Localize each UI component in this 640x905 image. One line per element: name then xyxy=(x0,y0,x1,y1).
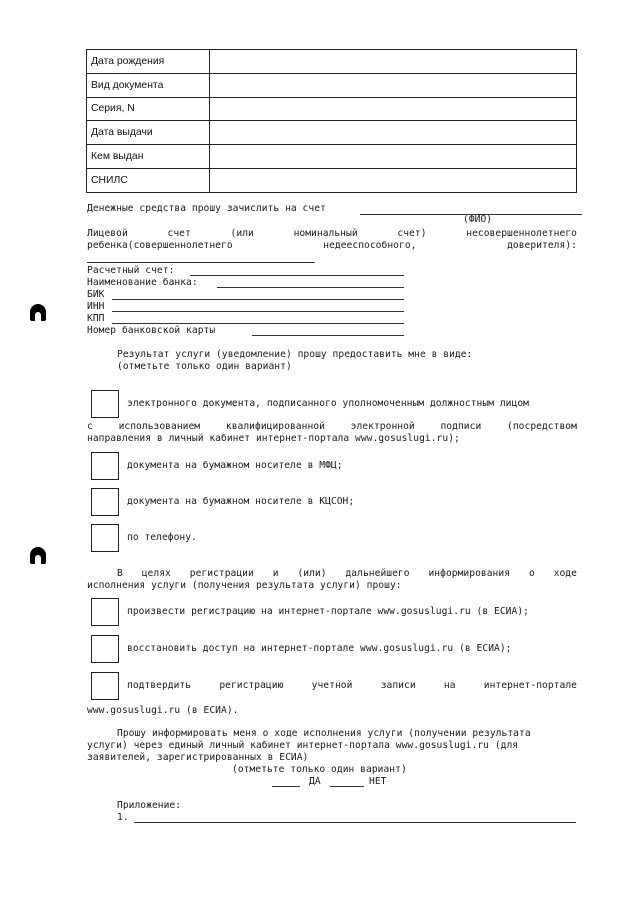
registration-restore-checkbox[interactable] xyxy=(91,635,119,663)
result-option-phone-checkbox[interactable] xyxy=(91,524,119,552)
series-number-label: Серия, N xyxy=(87,97,210,121)
snils-label: СНИЛС xyxy=(87,168,210,192)
result-instruction: Результат услуги (уведомление) прошу предоставить мне в виде: xyxy=(117,349,473,360)
inform-line-1: Прошу информировать меня о ходе исполнения услуги (получении результата xyxy=(117,728,531,739)
word: В xyxy=(117,568,123,579)
inform-no-field[interactable] xyxy=(330,786,364,787)
word: подтвердить xyxy=(127,680,192,691)
inform-line-3: заявителей, зарегистрированных в ЕСИА) xyxy=(87,752,309,763)
card-label: Номер банковской карты xyxy=(87,325,216,336)
inform-yes-label: ДА xyxy=(309,776,321,787)
appendix-item-1-number: 1. xyxy=(117,812,129,823)
inform-hint: (отметьте только один вариант) xyxy=(232,764,407,775)
funds-line-1 xyxy=(87,228,577,239)
result-option-kcson-checkbox[interactable] xyxy=(91,488,119,516)
word: недееспособного, xyxy=(323,240,417,251)
word: регистрации xyxy=(189,568,254,579)
binder-hole-top xyxy=(30,304,46,321)
table-row xyxy=(87,50,577,74)
word: ходе xyxy=(553,568,577,579)
registration-confirm-checkbox[interactable] xyxy=(91,672,119,700)
registration-line-2: исполнения услуги (получения результата услуги) прошу: xyxy=(87,580,402,591)
word: счет) xyxy=(397,228,427,239)
word: дальнейшего xyxy=(345,568,410,579)
snils-field[interactable] xyxy=(210,168,577,192)
word: электронной xyxy=(350,421,415,432)
appendix-label: Приложение: xyxy=(117,800,182,811)
document-type-field[interactable] xyxy=(210,73,577,97)
issued-by-field[interactable] xyxy=(210,145,577,169)
word: счет xyxy=(167,228,191,239)
word: целях xyxy=(141,568,171,579)
table-row xyxy=(87,121,577,145)
result-option-kcson-text: документа на бумажном носителе в КЦСОН; xyxy=(127,496,355,507)
bik-label: БИК xyxy=(87,289,105,300)
appendix-item-1-field[interactable] xyxy=(134,822,576,823)
binder-hole-bottom xyxy=(30,547,46,564)
card-field[interactable] xyxy=(252,335,404,336)
result-option-phone-text: по телефону. xyxy=(127,532,197,543)
word: учетной xyxy=(311,680,353,691)
result-option-electronic-text: электронного документа, подписанного уполномоченным должностным лицом xyxy=(127,398,529,409)
issued-by-label: Кем выдан xyxy=(87,145,210,169)
registration-confirm-text xyxy=(127,680,577,691)
table-row xyxy=(87,168,577,192)
account-field[interactable] xyxy=(190,275,404,276)
registration-register-text: произвести регистрацию на интернет-портале www.gosuslugi.ru (в ЕСИА); xyxy=(127,606,529,617)
result-option-electronic-line-2 xyxy=(87,421,577,432)
table-row xyxy=(87,145,577,169)
funds-extra-field[interactable] xyxy=(87,262,315,263)
registration-line-1 xyxy=(117,568,577,579)
registration-register-checkbox[interactable] xyxy=(91,598,119,626)
result-hint: (отметьте только один вариант) xyxy=(117,361,292,372)
document-type-label: Вид документа xyxy=(87,73,210,97)
word: записи xyxy=(380,680,416,691)
bik-field[interactable] xyxy=(112,299,404,300)
word: номинальный xyxy=(293,228,358,239)
word: и xyxy=(272,568,279,579)
birth-date-field[interactable] xyxy=(210,50,577,74)
inform-line-2: услуги) через единый личный кабинет интернет-портала www.gosuslugi.ru (для xyxy=(87,740,519,751)
word: квалифицированной xyxy=(225,421,325,432)
word: с xyxy=(87,421,93,432)
word: (посредством xyxy=(507,421,577,432)
word: регистрацию xyxy=(219,680,284,691)
word: использованием xyxy=(118,421,201,432)
result-option-mfc-checkbox[interactable] xyxy=(91,452,119,480)
word: ребенка(совершеннолетнего xyxy=(87,240,233,251)
word: подписи xyxy=(440,421,482,432)
issue-date-field[interactable] xyxy=(210,121,577,145)
word: несовершеннолетнего xyxy=(466,228,577,239)
inform-yes-field[interactable] xyxy=(272,786,300,787)
inn-field[interactable] xyxy=(112,311,404,312)
table-row xyxy=(87,73,577,97)
birth-date-label: Дата рождения xyxy=(87,50,210,74)
fio-hint: (ФИО) xyxy=(463,214,493,225)
word: на xyxy=(443,680,456,691)
bank-name-label: Наименование банка: xyxy=(87,277,198,288)
inform-no-label: НЕТ xyxy=(369,776,387,787)
word: доверителя): xyxy=(507,240,577,251)
table-row xyxy=(87,97,577,121)
word: Лицевой xyxy=(87,228,128,239)
word: (или xyxy=(230,228,254,239)
account-label: Расчетный счет: xyxy=(87,265,175,276)
bank-name-field[interactable] xyxy=(217,287,404,288)
series-number-field[interactable] xyxy=(210,97,577,121)
issue-date-label: Дата выдачи xyxy=(87,121,210,145)
word: интернет-портале xyxy=(483,680,577,691)
word: (или) xyxy=(297,568,327,579)
kpp-field[interactable] xyxy=(112,323,404,324)
result-option-mfc-text: документа на бумажном носителе в МФЦ; xyxy=(127,460,343,471)
result-option-electronic-line-3: направления в личный кабинет интернет-портала www.gosuslugi.ru); xyxy=(87,433,460,444)
inn-label: ИНН xyxy=(87,301,105,312)
registration-confirm-line-2: www.gosuslugi.ru (в ЕСИА). xyxy=(87,705,239,716)
registration-restore-text: восстановить доступ на интернет-портале www.gosuslugi.ru (в ЕСИА); xyxy=(127,643,512,654)
result-option-electronic-checkbox[interactable] xyxy=(91,390,119,418)
funds-intro: Денежные средства прошу зачислить на счет xyxy=(87,203,326,214)
kpp-label: КПП xyxy=(87,313,105,324)
funds-line-2 xyxy=(87,240,577,251)
personal-data-table xyxy=(86,49,577,193)
word: информирования xyxy=(428,568,511,579)
word: о xyxy=(528,568,535,579)
